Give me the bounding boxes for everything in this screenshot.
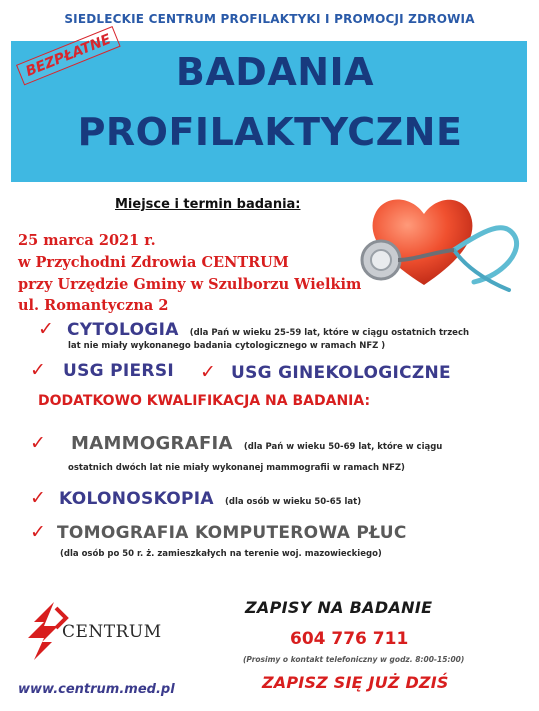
colonoscopy-row bbox=[30, 487, 361, 509]
logo-text: CENTRUM bbox=[62, 622, 162, 642]
website-link[interactable]: www.centrum.med.pl bbox=[18, 682, 175, 697]
extra-qualification-label: DODATKOWO KWALIFIKACJA NA BADANIA: bbox=[38, 393, 371, 409]
mammography-row bbox=[30, 432, 442, 454]
usg-breast-title: USG PIERSI bbox=[63, 361, 174, 381]
cytology-note-2: lat nie miały wykonanego badania cytologicznego w ramach NFZ ) bbox=[68, 341, 386, 351]
check-icon: ✓ bbox=[38, 318, 54, 340]
check-icon: ✓ bbox=[30, 432, 46, 454]
exam-street: ul. Romantyczna 2 bbox=[18, 297, 169, 314]
tomography-row bbox=[30, 521, 407, 543]
phone-hours-note: (Prosimy o kontakt telefoniczny w godz. 8:00-15:00) bbox=[243, 655, 465, 664]
tomography-note: (dla osób po 50 r. ż. zamieszkałych na terenie woj. mazowieckiego) bbox=[60, 549, 382, 559]
check-icon: ✓ bbox=[30, 521, 46, 543]
check-icon: ✓ bbox=[30, 487, 46, 509]
title-line-1: BADANIA bbox=[175, 50, 375, 94]
exam-date: 25 marca 2021 r. bbox=[18, 232, 156, 249]
mammography-title: MAMMOGRAFIA bbox=[71, 433, 233, 454]
mammography-note-1: (dla Pań w wieku 50-69 lat, które w ciągu bbox=[243, 442, 443, 452]
colonoscopy-title: KOLONOSKOPIA bbox=[59, 489, 214, 509]
location-label: Miejsce i termin badania: bbox=[115, 197, 301, 212]
exam-place: w Przychodni Zdrowia CENTRUM bbox=[18, 254, 289, 271]
cytology-row bbox=[38, 318, 469, 340]
check-icon: ✓ bbox=[30, 359, 46, 381]
signup-cta: ZAPISZ SIĘ JUŻ DZIŚ bbox=[262, 673, 449, 692]
signup-title: ZAPISY NA BADANIE bbox=[245, 598, 433, 617]
exam-place-near: przy Urzędzie Gminy w Szulborzu Wielkim bbox=[18, 276, 362, 293]
usg-breast-row bbox=[30, 359, 174, 381]
check-icon: ✓ bbox=[200, 361, 216, 383]
title-line-2: PROFILAKTYCZNE bbox=[77, 110, 463, 154]
mammography-note-2: ostatnich dwóch lat nie miały wykonanej mammografii w ramach NFZ) bbox=[68, 463, 405, 473]
free-stamp: BEZPŁATNE bbox=[16, 26, 121, 85]
phone-number[interactable]: 604 776 711 bbox=[290, 629, 409, 649]
cytology-title: CYTOLOGIA bbox=[67, 320, 179, 340]
colonoscopy-note: (dla osób w wieku 50-65 lat) bbox=[224, 497, 362, 507]
usg-gyn-title: USG GINEKOLOGICZNE bbox=[231, 363, 451, 383]
cytology-note-1: (dla Pań w wieku 25-59 lat, które w ciągu ostatnich trzech bbox=[189, 328, 470, 338]
usg-gyn-row bbox=[200, 361, 451, 383]
tomography-title: TOMOGRAFIA KOMPUTEROWA PŁUC bbox=[57, 523, 407, 543]
organization-name: SIEDLECKIE CENTRUM PROFILAKTYKI I PROMOCJI ZDROWIA bbox=[64, 12, 475, 26]
heart-stethoscope-icon bbox=[354, 190, 529, 305]
